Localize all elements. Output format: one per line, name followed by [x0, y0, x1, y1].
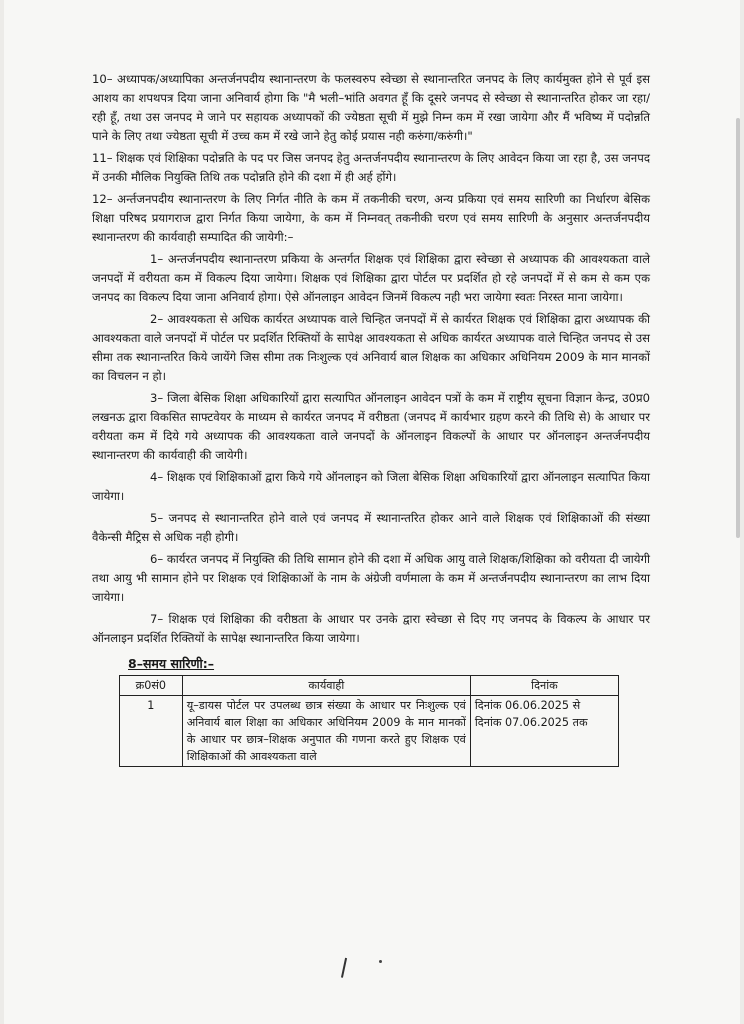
step-3: 3– जिला बेसिक शिक्षा अधिकारियों द्वारा सत्यापित ऑनलाइन आवेदन पत्रों के कम में राष्ट्रीय सूचना विज्ञान केन्द्र, उ0प्र0 लखनऊ द्वारा विकसित साफ्टवेयर के माध्यम से कार्यरत जनपद में वरीष्ठता (जनपद में कार्यभार ग्रहण करने की तिथि से) के आधार पर वरीयता कम में दिये गये अध्यापक की आवश्यकता वाले जनपदों के ऑनलाइन विकल्पों के आधार पर ऑनलाइन अन्तर्जनपदीय स्थानान्तरण की कार्यवाही की जायेगी। [92, 391, 650, 462]
header-action: कार्यवाही [182, 676, 470, 696]
step-4: 4– शिक्षक एवं शिक्षिकाओं द्वारा किये गये ऑनलाइन को जिला बेसिक शिक्षा अधिकारियों द्वारा ऑनलाइन सत्यापित किया जायेगा। [92, 470, 650, 503]
row-action: यू–डायस पोर्टल पर उपलब्ध छात्र संख्या के आधार पर निःशुल्क एवं अनिवार्य बाल शिक्षा का अधिकार अधिनियम 2009 के मान मानकों के आधार पर छात्र–शिक्षक अनुपात की गणना करते हुए शिक्षक एवं शिक्षिकाओं की आवश्यकता वाले [182, 696, 470, 767]
row-date [470, 696, 618, 767]
header-date: दिनांक [470, 676, 618, 696]
document-page [4, 0, 740, 1024]
schedule-table [119, 675, 619, 767]
step-6: 6– कार्यरत जनपद में नियुक्ति की तिथि सामान होने की दशा में अधिक आयु वाले शिक्षक/शिक्षिका को वरीयता दी जायेगी तथा आयु भी सामान होने पर शिक्षक एवं शिक्षिकाओं के नाम के अंग्रेजी वर्णमाला के कम में अन्तर्जनपदीय स्थानान्तरण का लाभ दिया जायेगा। [92, 552, 650, 604]
step-5: 5– जनपद से स्थानान्तरित होने वाले एवं जनपद में स्थानान्तरित होकर आने वाले शिक्षक एवं शिक्षिकाओं की संख्या वैकेन्सी मैट्रिस से अधिक नही होगी। [92, 511, 650, 544]
table-row [120, 696, 619, 767]
paragraph-10: 10– अध्यापक/अध्यापिका अन्तर्जनपदीय स्थानान्तरण के फलस्वरुप स्वेच्छा से स्थानान्तरित जनपद के लिए कार्यमुक्त होने से पूर्व इस आशय का शपथपत्र दिया जाना अनिवार्य होगा कि "मै भली–भांति अवगत हूँ कि दूसरे जनपद से स्वेच्छा से स्थानान्तरित होकर जा रहा/रही हूँ, तथा उस जनपद मे जाने पर सहायक अध्यापकों की ज्येष्ठता सूची में मुझे निम्न कम में रखा जायेगा और मैं भविष्य में पदोन्नति पाने के लिए तथा ज्येष्ठता सूची में उच्च कम में रखे जाने हेतु कोई प्रयास नही करुंगा/करुंगी।" [92, 72, 650, 143]
header-sno: क्र0सं0 [120, 676, 183, 696]
paragraph-11: 11– शिक्षक एवं शिक्षिका पदोन्नति के पद पर जिस जनपद हेतु अन्तर्जनपदीय स्थानान्तरण के लिए आवेदन किया जा रहा है, उस जनपद में उनकी मौलिक नियुक्ति तिथि तक पदोन्नति होने की दशा में ही अर्ह होंगे। [92, 151, 650, 184]
row-sno: 1 [120, 696, 183, 767]
step-1: 1– अन्तर्जनपदीय स्थानान्तरण प्रकिया के अन्तर्गत शिक्षक एवं शिक्षिका द्वारा स्वेच्छा से अध्यापक की आवश्यकता वाले जनपदों में वरीयता कम में विकल्प दिया जायेगा। शिक्षक एवं शिक्षिका द्वारा पोर्टल पर प्रदर्शित हो रहे जनपदों में से कम से कम एक जनपद का विकल्प दिया जाना अनिवार्य होगा। ऐसे ऑनलाइन आवेदन जिनमें विकल्प नही भरा जायेगा स्वतः निरस्त माना जायेगा। [92, 252, 650, 304]
step-2: 2– आवश्यकता से अधिक कार्यरत अध्यापक वाले चिन्हित जनपदों में से कार्यरत शिक्षक एवं शिक्षिका द्वारा अध्यापक की आवश्यकता वाले जनपदों में पोर्टल पर प्रदर्शित रिक्तियों के सापेक्ष आवश्यकता से अधिक कार्यरत अध्यापक वाले चिन्हित जनपद से उस सीमा तक स्थानान्तरित किये जायेंगे जिस सीमा तक निःशुल्क एवं अनिवार्य बाल शिक्षक का अधिकार अधिनियम 2009 के मान मानकों का विचलन न हो। [92, 312, 650, 383]
pen-mark [341, 958, 349, 978]
ink-dot [379, 960, 382, 963]
schedule-heading: 8–समय सारिणी:– [128, 656, 215, 671]
paragraph-12: 12– अर्न्तजनपदीय स्थानान्तरण के लिए निर्गत नीति के कम में तकनीकी चरण, अन्य प्रकिया एवं समय सारिणी का निर्धारण बेसिक शिक्षा परिषद प्रयागराज द्वारा निर्गत किया जायेगा, के कम में निम्नवत् तकनीकी चरण एवं समय सारिणी के अनुसार अन्तर्जनपदीय स्थानान्तरण की कार्यवाही सम्पादित की जायेगी:– [92, 192, 650, 244]
step-7: 7– शिक्षक एवं शिक्षिका की वरीष्ठता के आधार पर उनके द्वारा स्वेच्छा से दिए गए जनपद के विकल्प के आधार पर ऑनलाइन प्रदर्शित रिक्तियों के सापेक्ष स्थानान्तरित किया जायेगा। [92, 612, 650, 645]
schedule-header-row [120, 676, 619, 696]
row-date-start: दिनांक 06.06.2025 से [474, 699, 581, 712]
document-body [92, 70, 650, 767]
scrollbar[interactable] [736, 118, 740, 538]
row-date-end: दिनांक 07.06.2025 तक [474, 716, 588, 729]
